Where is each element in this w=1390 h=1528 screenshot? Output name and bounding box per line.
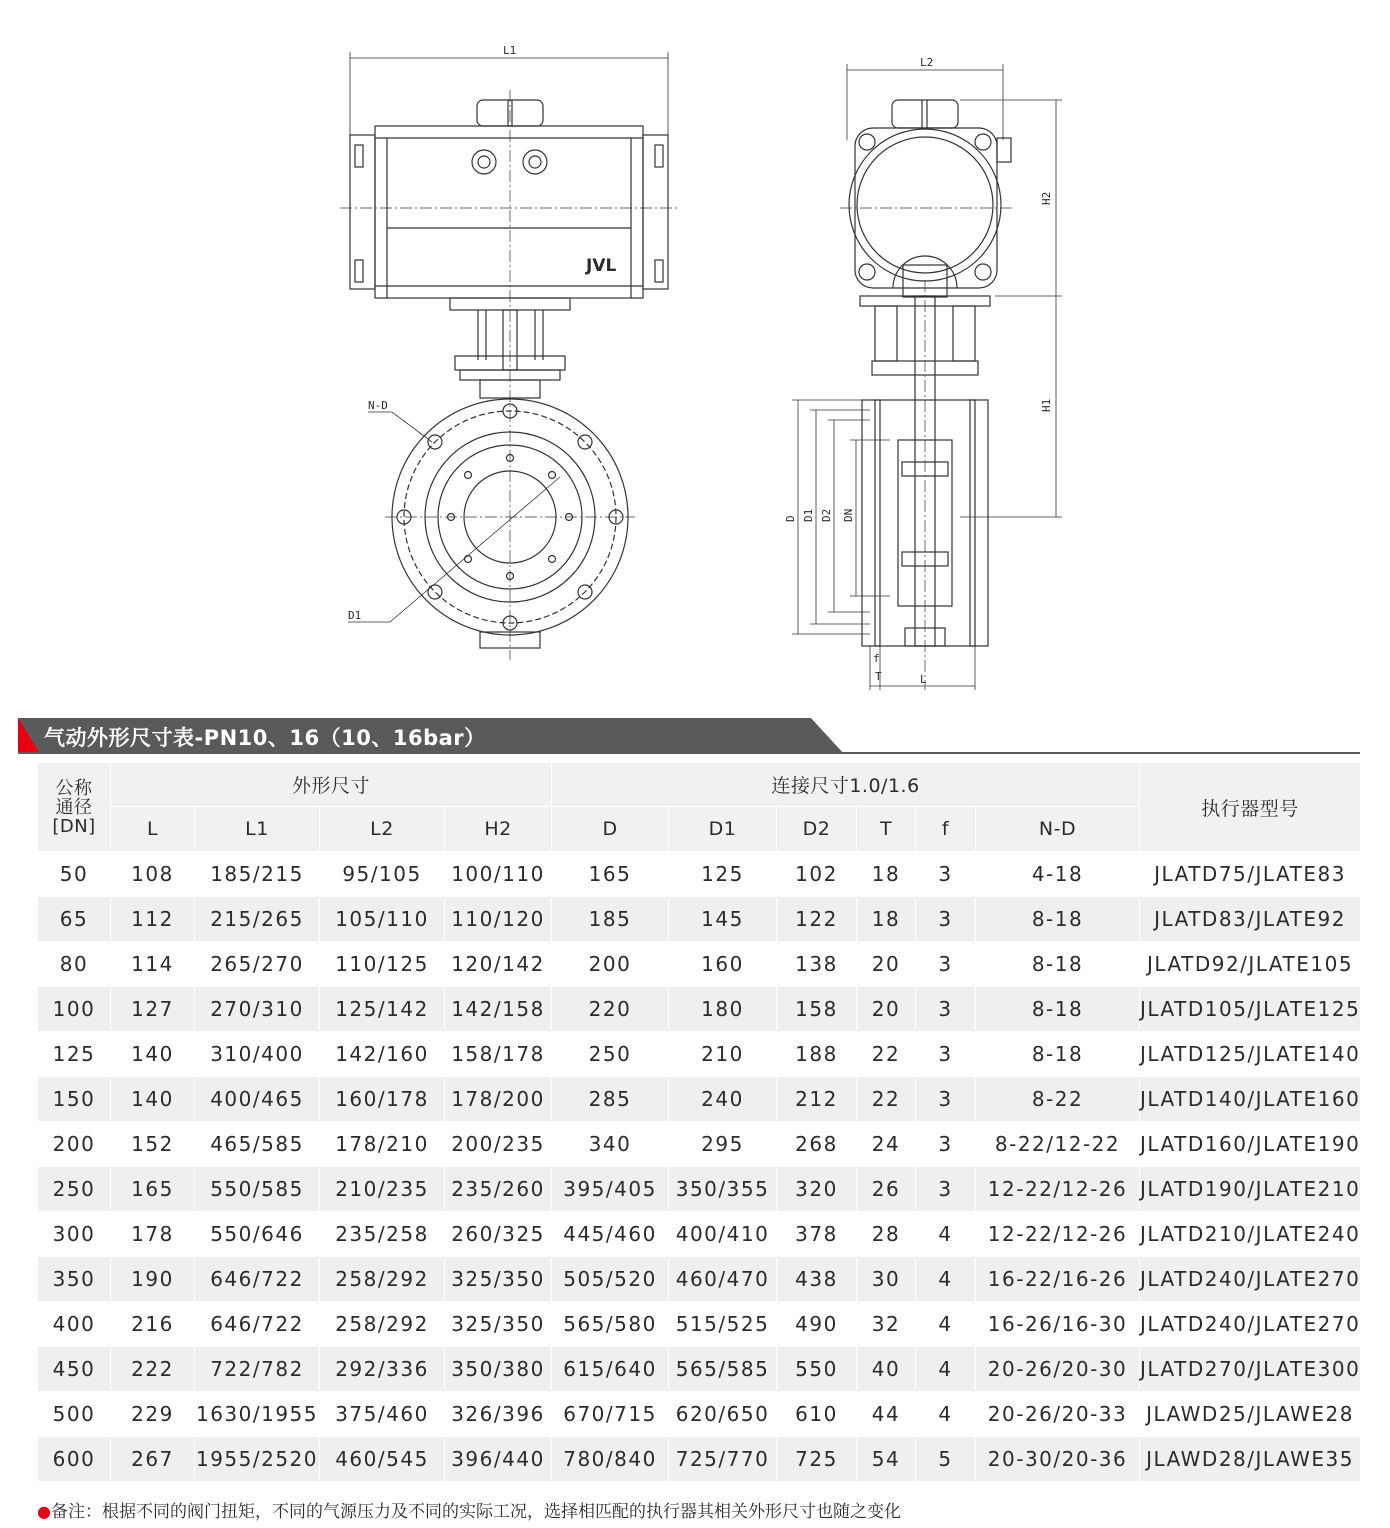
cell-actuator: JLATD105/JLATE125	[1140, 987, 1361, 1032]
cell-l2: 460/545	[320, 1437, 445, 1482]
cell-d: 395/405	[552, 1167, 669, 1212]
cell-dn: 600	[38, 1437, 111, 1482]
cell-d: 220	[552, 987, 669, 1032]
cell-l: 140	[111, 1077, 195, 1122]
cell-d: 185	[552, 897, 669, 942]
cell-l1: 550/646	[195, 1212, 320, 1257]
cell-d1: 240	[669, 1077, 777, 1122]
cell-l: 108	[111, 852, 195, 897]
cell-actuator: JLAWD25/JLAWE28	[1140, 1392, 1361, 1437]
cell-h2: 200/235	[445, 1122, 552, 1167]
dim-label-d2: D2	[820, 508, 833, 522]
cell-d: 165	[552, 852, 669, 897]
cell-l1: 1955/2520	[195, 1437, 320, 1482]
cell-l1: 265/270	[195, 942, 320, 987]
cell-h2: 396/440	[445, 1437, 552, 1482]
cell-h2: 235/260	[445, 1167, 552, 1212]
cell-n-d: 12-22/12-26	[976, 1212, 1140, 1257]
cell-d1: 565/585	[669, 1347, 777, 1392]
cell-n-d: 8-18	[976, 1032, 1140, 1077]
cell-l: 127	[111, 987, 195, 1032]
table-row	[38, 1077, 1361, 1122]
cell-t: 44	[857, 1392, 916, 1437]
cell-d2: 102	[777, 852, 857, 897]
footnote	[37, 1497, 901, 1522]
cell-dn: 250	[38, 1167, 111, 1212]
cell-l1: 185/215	[195, 852, 320, 897]
cell-f: 5	[916, 1437, 976, 1482]
cell-d2: 320	[777, 1167, 857, 1212]
header-group-outline: 外形尺寸	[111, 763, 552, 807]
cell-h2: 325/350	[445, 1257, 552, 1302]
header-dn	[38, 763, 111, 852]
cell-d2: 188	[777, 1032, 857, 1077]
cell-dn: 100	[38, 987, 111, 1032]
dim-label-t: T	[875, 670, 882, 683]
cell-l: 229	[111, 1392, 195, 1437]
cell-dn: 300	[38, 1212, 111, 1257]
dimension-table	[37, 762, 1361, 1482]
table-row	[38, 1302, 1361, 1347]
cell-actuator: JLATD125/JLATE140	[1140, 1032, 1361, 1077]
section-title-bar	[18, 718, 1360, 754]
dim-label-d1-front: D1	[348, 609, 362, 622]
cell-dn: 50	[38, 852, 111, 897]
cell-l1: 465/585	[195, 1122, 320, 1167]
header-dn-line3: [DN]	[52, 815, 96, 837]
footnote-text: 备注：根据不同的阀门扭矩，不同的气源压力及不同的实际工况，选择相匹配的执行器其相关外形尺寸也随之变化	[50, 1502, 901, 1522]
cell-t: 40	[857, 1347, 916, 1392]
cell-d: 565/580	[552, 1302, 669, 1347]
cell-d2: 490	[777, 1302, 857, 1347]
cell-d: 505/520	[552, 1257, 669, 1302]
header-dn-line1: 公称	[55, 777, 93, 799]
cell-d1: 145	[669, 897, 777, 942]
cell-l2: 258/292	[320, 1257, 445, 1302]
cell-n-d: 16-26/16-30	[976, 1302, 1140, 1347]
cell-n-d: 20-26/20-33	[976, 1392, 1140, 1437]
cell-d1: 125	[669, 852, 777, 897]
cell-d1: 295	[669, 1122, 777, 1167]
cell-h2: 178/200	[445, 1077, 552, 1122]
cell-dn: 65	[38, 897, 111, 942]
cell-t: 18	[857, 852, 916, 897]
header-col-d2: D2	[777, 807, 857, 852]
cell-t: 18	[857, 897, 916, 942]
cell-n-d: 8-22	[976, 1077, 1140, 1122]
table-row	[38, 942, 1361, 987]
cell-d1: 515/525	[669, 1302, 777, 1347]
dim-label-d: D	[784, 515, 797, 522]
table-row	[38, 852, 1361, 897]
cell-d1: 210	[669, 1032, 777, 1077]
dim-label-n-d: N-D	[368, 399, 388, 412]
cell-l: 165	[111, 1167, 195, 1212]
cell-l: 267	[111, 1437, 195, 1482]
cell-l1: 722/782	[195, 1347, 320, 1392]
cell-f: 4	[916, 1257, 976, 1302]
cell-l1: 646/722	[195, 1257, 320, 1302]
cell-d: 340	[552, 1122, 669, 1167]
cell-d: 445/460	[552, 1212, 669, 1257]
cell-actuator: JLATD240/JLATE270	[1140, 1257, 1361, 1302]
cell-d2: 378	[777, 1212, 857, 1257]
cell-h2: 325/350	[445, 1302, 552, 1347]
cell-f: 3	[916, 942, 976, 987]
cell-t: 28	[857, 1212, 916, 1257]
cell-d2: 212	[777, 1077, 857, 1122]
table-row	[38, 1347, 1361, 1392]
cell-d1: 160	[669, 942, 777, 987]
cell-h2: 260/325	[445, 1212, 552, 1257]
cell-h2: 142/158	[445, 987, 552, 1032]
title-underline	[18, 752, 1360, 754]
cell-n-d: 8-18	[976, 987, 1140, 1032]
cell-d2: 158	[777, 987, 857, 1032]
cell-d2: 268	[777, 1122, 857, 1167]
table-row	[38, 1212, 1361, 1257]
cell-l: 112	[111, 897, 195, 942]
cell-l: 178	[111, 1212, 195, 1257]
cell-n-d: 4-18	[976, 852, 1140, 897]
cell-l2: 95/105	[320, 852, 445, 897]
header-col-d: D	[552, 807, 669, 852]
cell-n-d: 8-18	[976, 942, 1140, 987]
cell-l2: 178/210	[320, 1122, 445, 1167]
cell-t: 22	[857, 1077, 916, 1122]
cell-f: 4	[916, 1347, 976, 1392]
table-row	[38, 1392, 1361, 1437]
cell-d: 285	[552, 1077, 669, 1122]
bullet-icon: ●	[37, 1502, 51, 1521]
table-row	[38, 1122, 1361, 1167]
cell-actuator: JLATD270/JLATE300	[1140, 1347, 1361, 1392]
cell-f: 4	[916, 1212, 976, 1257]
cell-l1: 1630/1955	[195, 1392, 320, 1437]
cell-n-d: 12-22/12-26	[976, 1167, 1140, 1212]
cell-l2: 110/125	[320, 942, 445, 987]
cell-d2: 610	[777, 1392, 857, 1437]
table-body	[38, 852, 1361, 1482]
cell-f: 4	[916, 1302, 976, 1347]
cell-f: 3	[916, 852, 976, 897]
cell-t: 24	[857, 1122, 916, 1167]
cell-actuator: JLATD190/JLATE210	[1140, 1167, 1361, 1212]
cell-l: 216	[111, 1302, 195, 1347]
cell-n-d: 16-22/16-26	[976, 1257, 1140, 1302]
dim-label-h2: H2	[1040, 191, 1053, 205]
cell-f: 3	[916, 897, 976, 942]
cell-d1: 180	[669, 987, 777, 1032]
cell-t: 20	[857, 942, 916, 987]
cell-dn: 200	[38, 1122, 111, 1167]
cell-d1: 620/650	[669, 1392, 777, 1437]
header-group-connect: 连接尺寸1.0/1.6	[552, 763, 1140, 807]
cell-n-d: 20-26/20-30	[976, 1347, 1140, 1392]
cell-d: 250	[552, 1032, 669, 1077]
cell-f: 3	[916, 1122, 976, 1167]
cell-d2: 725	[777, 1437, 857, 1482]
cell-d2: 122	[777, 897, 857, 942]
header-col-d1: D1	[669, 807, 777, 852]
cell-n-d: 8-18	[976, 897, 1140, 942]
table-row	[38, 1257, 1361, 1302]
brand-logo: JVL	[586, 256, 617, 276]
cell-l1: 310/400	[195, 1032, 320, 1077]
cell-t: 22	[857, 1032, 916, 1077]
dim-label-l: L	[920, 673, 927, 686]
cell-l1: 400/465	[195, 1077, 320, 1122]
cell-l2: 235/258	[320, 1212, 445, 1257]
header-col-l1: L1	[195, 807, 320, 852]
cell-l2: 258/292	[320, 1302, 445, 1347]
cell-f: 3	[916, 1077, 976, 1122]
cell-l2: 160/178	[320, 1077, 445, 1122]
cell-h2: 350/380	[445, 1347, 552, 1392]
cell-h2: 158/178	[445, 1032, 552, 1077]
cell-l2: 292/336	[320, 1347, 445, 1392]
table-row	[38, 1167, 1361, 1212]
cell-l2: 105/110	[320, 897, 445, 942]
valve-technical-drawing	[0, 0, 1390, 705]
cell-d1: 400/410	[669, 1212, 777, 1257]
table-row	[38, 1437, 1361, 1482]
cell-actuator: JLATD140/JLATE160	[1140, 1077, 1361, 1122]
dim-label-l1: L1	[503, 44, 517, 57]
cell-l2: 142/160	[320, 1032, 445, 1077]
cell-l2: 210/235	[320, 1167, 445, 1212]
dim-label-l2: L2	[920, 56, 934, 69]
header-col-h2: H2	[445, 807, 552, 852]
cell-t: 54	[857, 1437, 916, 1482]
cell-l1: 550/585	[195, 1167, 320, 1212]
cell-dn: 125	[38, 1032, 111, 1077]
header-actuator: 执行器型号	[1140, 763, 1361, 852]
cell-dn: 150	[38, 1077, 111, 1122]
header-col-l2: L2	[320, 807, 445, 852]
cell-d1: 350/355	[669, 1167, 777, 1212]
cell-l: 114	[111, 942, 195, 987]
header-dn-line2: 通径	[55, 796, 93, 818]
cell-d: 615/640	[552, 1347, 669, 1392]
cell-l1: 646/722	[195, 1302, 320, 1347]
cell-f: 4	[916, 1392, 976, 1437]
table-row	[38, 897, 1361, 942]
cell-t: 26	[857, 1167, 916, 1212]
cell-l: 222	[111, 1347, 195, 1392]
cell-l2: 375/460	[320, 1392, 445, 1437]
cell-t: 32	[857, 1302, 916, 1347]
cell-l1: 215/265	[195, 897, 320, 942]
cell-dn: 500	[38, 1392, 111, 1437]
dim-label-d1: D1	[802, 508, 815, 522]
cell-h2: 326/396	[445, 1392, 552, 1437]
cell-l: 190	[111, 1257, 195, 1302]
cell-d: 780/840	[552, 1437, 669, 1482]
cell-dn: 350	[38, 1257, 111, 1302]
cell-dn: 400	[38, 1302, 111, 1347]
header-col-n-d: N-D	[976, 807, 1140, 852]
table-row	[38, 987, 1361, 1032]
cell-d1: 460/470	[669, 1257, 777, 1302]
cell-t: 30	[857, 1257, 916, 1302]
cell-actuator: JLATD92/JLATE105	[1140, 942, 1361, 987]
cell-actuator: JLAWD28/JLAWE35	[1140, 1437, 1361, 1482]
cell-dn: 450	[38, 1347, 111, 1392]
table-row	[38, 1032, 1361, 1077]
section-title: 气动外形尺寸表-PN10、16（10、16bar）	[44, 726, 486, 750]
cell-h2: 120/142	[445, 942, 552, 987]
dim-label-f: f	[873, 652, 880, 665]
cell-actuator: JLATD240/JLATE270	[1140, 1302, 1361, 1347]
cell-d2: 550	[777, 1347, 857, 1392]
cell-d2: 438	[777, 1257, 857, 1302]
cell-l1: 270/310	[195, 987, 320, 1032]
cell-l2: 125/142	[320, 987, 445, 1032]
cell-d1: 725/770	[669, 1437, 777, 1482]
cell-n-d: 20-30/20-36	[976, 1437, 1140, 1482]
cell-f: 3	[916, 1032, 976, 1077]
cell-d2: 138	[777, 942, 857, 987]
header-col-l: L	[111, 807, 195, 852]
cell-actuator: JLATD83/JLATE92	[1140, 897, 1361, 942]
cell-actuator: JLATD75/JLATE83	[1140, 852, 1361, 897]
cell-h2: 110/120	[445, 897, 552, 942]
dim-label-dn: DN	[842, 508, 855, 522]
dim-label-h1: H1	[1040, 398, 1053, 412]
cell-d: 670/715	[552, 1392, 669, 1437]
cell-n-d: 8-22/12-22	[976, 1122, 1140, 1167]
header-col-t: T	[857, 807, 916, 852]
cell-dn: 80	[38, 942, 111, 987]
header-col-f: f	[916, 807, 976, 852]
cell-l: 152	[111, 1122, 195, 1167]
cell-actuator: JLATD160/JLATE190	[1140, 1122, 1361, 1167]
cell-h2: 100/110	[445, 852, 552, 897]
cell-f: 3	[916, 1167, 976, 1212]
cell-t: 20	[857, 987, 916, 1032]
cell-d: 200	[552, 942, 669, 987]
cell-f: 3	[916, 987, 976, 1032]
cell-l: 140	[111, 1032, 195, 1077]
cell-actuator: JLATD210/JLATE240	[1140, 1212, 1361, 1257]
